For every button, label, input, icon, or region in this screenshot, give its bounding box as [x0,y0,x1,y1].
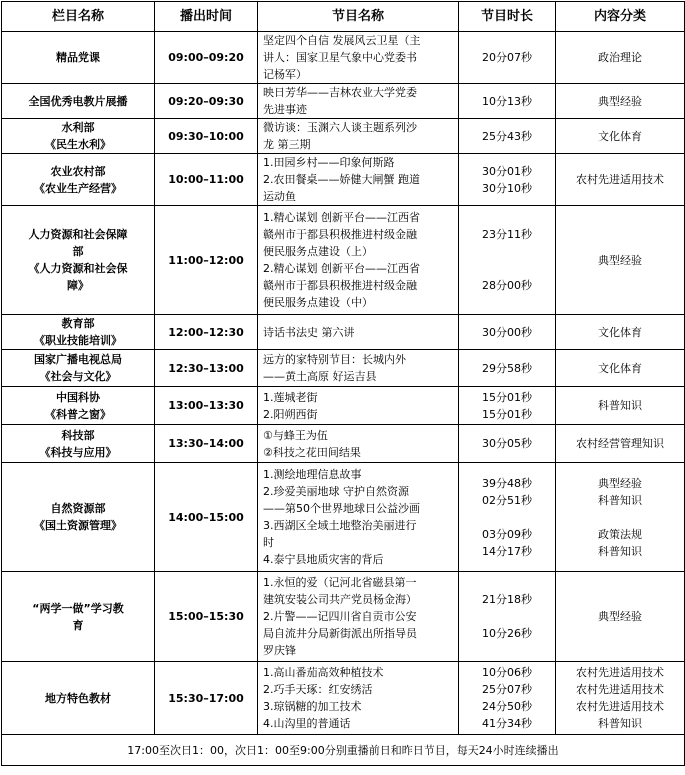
duration-cell-line: 03分09秒 [482,527,532,541]
header-name: 栏目名称 [2,2,155,32]
program-title-cell-line: ②科技之花田间结果 [263,445,361,459]
column-name-cell-line: 《国土资源管理》 [34,519,122,532]
schedule-body [2,32,685,735]
duration-cell [459,662,556,735]
duration-cell [459,387,556,425]
column-name-cell-line: 《职业技能培训》 [34,334,122,347]
broadcast-time-cell: 11:00–12:00 [155,206,258,315]
column-name-cell-line: 全国优秀电教片展播 [28,94,128,108]
broadcast-time-cell: 12:00–12:30 [155,315,258,350]
category-cell [556,572,685,662]
column-name-cell-line: 人力资源和社会保障 [28,228,128,241]
column-name-cell-line: 地方特色教材 [45,691,111,705]
program-title-cell-line: ①与蜂王为伍 [263,428,328,442]
duration-cell-line: 30分00秒 [482,325,532,339]
program-title-cell [258,154,459,206]
broadcast-time-cell: 09:30–10:00 [155,119,258,154]
duration-cell [459,425,556,463]
program-title-cell-line: ——黄土高原 好运吉县 [263,370,377,383]
table-row [2,387,685,425]
table-row [2,350,685,387]
table-row [2,84,685,119]
duration-cell-line: 14分17秒 [482,544,532,558]
column-name-cell-line: 部 [72,245,84,258]
program-title-cell-line: 时 [263,536,274,549]
program-title-cell-line: 微访谈：玉渊六人谈主题系列沙 [263,121,417,134]
category-cell [556,350,685,387]
program-title-cell-line: 1.永恒的爱（记河北省磁县第一 [263,576,417,589]
category-cell-line: 政治理论 [598,51,642,64]
duration-cell-line: 41分34秒 [482,717,532,730]
category-cell [556,315,685,350]
category-cell [556,387,685,425]
program-title-cell-line: 运动鱼 [263,190,296,203]
category-cell-line: 科普知识 [598,399,642,412]
duration-cell-line: 10分26秒 [482,627,532,640]
duration-cell [459,32,556,84]
category-cell-line: 文化体育 [598,361,642,375]
column-name-cell-line: 精品党课 [56,51,100,64]
program-title-cell-line: 建筑安装公司共产党员杨金海） [263,593,417,606]
category-cell-line: 科普知识 [598,544,642,558]
category-cell-line: 科普知识 [598,493,642,507]
category-cell-line: 农村先进适用技术 [576,666,664,679]
duration-cell-line: 21分18秒 [482,593,532,606]
program-title-cell-line: 映日芳华——吉林农业大学党委 [263,86,417,99]
broadcast-time-cell: 09:00–09:20 [155,32,258,84]
column-name-cell-line: 《民生水利》 [45,138,111,151]
category-cell-line: 文化体育 [598,325,642,339]
column-name-cell-line: 《人力资源和社会保 [28,262,128,275]
column-name-cell-line: 中国科协 [56,390,100,404]
footer-row [2,735,685,766]
program-title-cell [258,425,459,463]
category-cell [556,119,685,154]
program-title-cell [258,84,459,119]
category-cell [556,206,685,315]
broadcast-time-cell: 09:20–09:30 [155,84,258,119]
duration-cell-line: 39分48秒 [482,476,532,490]
program-title-cell-line: 1.莲城老街 [263,390,318,404]
category-cell-line: 农村先进适用技术 [576,173,664,186]
table-row [2,425,685,463]
program-title-cell [258,387,459,425]
header-title: 节目名称 [258,2,459,32]
duration-cell-line: 15分01秒 [482,390,532,404]
duration-cell-line: 10分06秒 [482,666,532,679]
program-title-cell-line: 2.片警——记四川省自贡市公安 [263,610,417,623]
table-row [2,206,685,315]
duration-cell [459,84,556,119]
program-schedule-table [1,1,685,766]
duration-cell-line: 30分05秒 [482,437,532,450]
duration-cell-line: 29分58秒 [482,361,532,375]
header-row [2,2,685,32]
program-title-cell-line: 4.山沟里的普通话 [263,717,351,730]
broadcast-time-cell: 15:30–17:00 [155,662,258,735]
column-name-cell-line: 《农业生产经营》 [34,181,122,195]
column-name-cell [2,463,155,572]
column-name-cell-line: 《科普之窗》 [45,407,111,421]
header-category: 内容分类 [556,2,685,32]
duration-cell-line: 20分07秒 [482,51,532,64]
duration-cell-line [461,608,553,625]
program-title-cell-line: 3.西湖区全域土地整治美丽进行 [263,519,417,532]
program-title-cell [258,119,459,154]
column-name-cell [2,84,155,119]
program-title-cell-line: 1.田园乡村——印象何斯路 [263,156,395,169]
duration-cell-line [461,260,553,277]
column-name-cell [2,32,155,84]
column-name-cell [2,206,155,315]
program-title-cell-line: 2.农田餐桌——娇健大闸蟹 跑道 [263,173,420,186]
duration-cell-line: 28分00秒 [482,279,532,292]
program-title-cell-line: 便民服务点建设（中） [263,296,373,309]
column-name-cell-line: 国家广播电视总局 [34,353,122,366]
program-title-cell-line: 赣州市于都县积极推进村级金融 [263,279,417,292]
program-title-cell-line: 记杨军） [263,68,307,81]
column-name-cell [2,425,155,463]
program-title-cell-line: 1.精心谋划 创新平台——江西省 [263,211,420,224]
header-time: 播出时间 [155,2,258,32]
category-cell-line: 农村先进适用技术 [576,700,664,713]
category-cell-line: 农村经营管理知识 [576,437,664,450]
category-cell [556,154,685,206]
duration-cell [459,206,556,315]
program-title-cell [258,206,459,315]
broadcast-time-cell: 12:30–13:00 [155,350,258,387]
column-name-cell [2,662,155,735]
program-title-cell-line: ——第50个世界地球日公益沙画 [263,502,420,515]
duration-cell [459,572,556,662]
column-name-cell-line: 《社会与文化》 [39,370,117,383]
duration-cell-line: 10分13秒 [482,94,532,108]
duration-cell [459,315,556,350]
duration-cell-line [461,509,553,526]
column-name-cell [2,154,155,206]
program-title-cell-line: 3.琼锅糖的加工技术 [263,700,362,713]
broadcast-time-cell: 15:00–15:30 [155,572,258,662]
program-title-cell [258,572,459,662]
duration-cell-line: 30分10秒 [482,181,532,195]
category-cell [556,425,685,463]
program-title-cell [258,32,459,84]
column-name-cell [2,350,155,387]
program-title-cell-line: 坚定四个自信 发展风云卫星（主 [263,34,421,47]
column-name-cell-line: 自然资源部 [50,502,106,515]
column-name-cell-line: 障》 [67,279,89,292]
table-row [2,315,685,350]
program-title-cell [258,662,459,735]
header-duration: 节目时长 [459,2,556,32]
duration-cell-line: 25分43秒 [482,129,532,143]
duration-cell [459,350,556,387]
program-title-cell-line: 1.高山番茄高效种植技术 [263,666,384,679]
program-title-cell-line: 诗话书法史 第六讲 [263,325,355,339]
column-name-cell-line: 《科技与应用》 [39,445,117,459]
category-cell-line: 典型经验 [598,94,642,108]
program-title-cell-line: 2.珍爱美丽地球 守护自然资源 [263,485,409,498]
category-cell [556,662,685,735]
category-cell-line: 科普知识 [598,717,642,730]
column-name-cell-line: 科技部 [61,428,95,442]
category-cell-line: 政策法规 [598,527,642,541]
category-cell [556,32,685,84]
category-cell [556,84,685,119]
table-row [2,154,685,206]
duration-cell [459,154,556,206]
table-row [2,32,685,84]
column-name-cell-line: 育 [72,618,84,632]
program-title-cell-line: 讲人：国家卫星气象中心党委书 [263,51,417,64]
category-cell-line: 文化体育 [598,129,642,143]
program-title-cell-line: 赣州市于都县积极推进村级金融 [263,228,417,241]
table-row [2,119,685,154]
program-title-cell-line: 2.阳朔西街 [263,407,318,421]
column-name-cell [2,572,155,662]
category-cell-line: 典型经验 [598,610,642,623]
duration-cell-line: 23分11秒 [482,228,532,241]
column-name-cell [2,119,155,154]
category-cell-line: 农村先进适用技术 [576,683,664,696]
program-title-cell-line: 先进事迹 [263,103,307,116]
duration-cell [459,463,556,572]
program-title-cell-line: 4.泰宁县地质灾害的背后 [263,553,384,566]
table-row [2,463,685,572]
program-title-cell-line: 远方的家特别节目：长城内外 [263,353,406,366]
program-title-cell-line: 局自流井分局新街派出所指导员 [263,627,417,640]
program-title-cell-line: 便民服务点建设（上） [263,245,373,258]
category-cell [556,463,685,572]
category-cell-line: 典型经验 [598,476,642,490]
column-name-cell [2,315,155,350]
duration-cell-line: 25分07秒 [482,683,532,696]
footer-note: 17:00至次日1：00，次日1：00至9:00分别重播前日和昨日节目，每天24小时连续播出 [2,735,685,766]
column-name-cell-line: 教育部 [61,317,95,330]
category-cell-line: 典型经验 [598,253,642,267]
category-cell-line [558,509,682,526]
duration-cell-line [461,243,553,260]
column-name-cell-line: 农业农村部 [50,164,106,178]
broadcast-time-cell: 14:00–15:00 [155,463,258,572]
program-title-cell [258,315,459,350]
broadcast-time-cell: 13:30–14:00 [155,425,258,463]
program-title-cell [258,463,459,572]
column-name-cell-line: 水利部 [61,121,95,134]
duration-cell-line: 24分50秒 [482,700,532,713]
duration-cell-line: 30分01秒 [482,164,532,178]
column-name-cell-line: “两学一做”学习教 [32,601,124,615]
program-title-cell-line: 2.精心谋划 创新平台——江西省 [263,262,420,275]
duration-cell-line: 02分51秒 [482,493,532,507]
program-title-cell-line: 罗庆锋 [263,644,296,657]
program-title-cell-line: 2.巧手天琢：红安绣活 [263,683,373,696]
column-name-cell [2,387,155,425]
program-title-cell [258,350,459,387]
broadcast-time-cell: 10:00–11:00 [155,154,258,206]
broadcast-time-cell: 13:00–13:30 [155,387,258,425]
duration-cell-line: 15分01秒 [482,407,532,421]
program-title-cell-line: 1.测绘地理信息故事 [263,468,362,481]
table-row [2,572,685,662]
duration-cell [459,119,556,154]
program-title-cell-line: 龙 第三期 [263,138,311,151]
table-row [2,662,685,735]
